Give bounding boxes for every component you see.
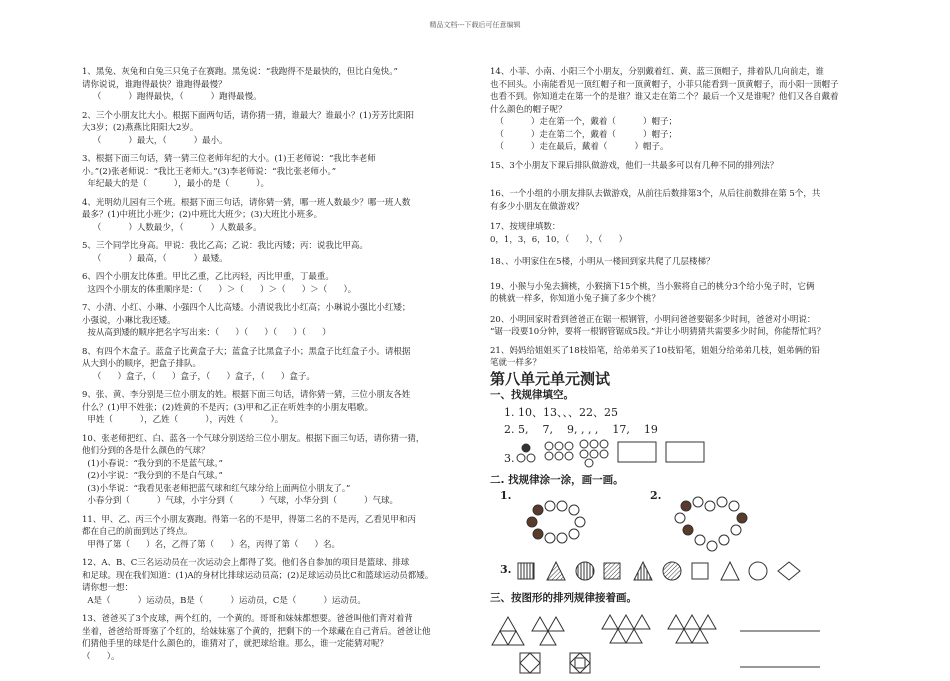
text-line: 最多？(1)中班比小班少；(2)中班比大班少；(3)大班比小班多。 [82,210,323,220]
pattern-line-2: 2. 5, 7, 9, , , , 17, 19 [504,422,658,436]
text-line: 大3岁；(2)燕燕比阳阳大2岁。 [82,123,199,133]
text-line: 8、有四个木盒子。蓝盒子比黄盒子大；蓝盒子比黑盒子小；黑盒子比红盒子小。请根据 [82,346,411,357]
text-line: 甲姓（ ），乙姓（ ），丙姓（ ）。 [82,415,284,425]
question-20 [490,314,885,339]
circle-pattern-figure [516,438,816,470]
section-2-heading: 二. 找规律涂一涂，画一画。 [490,473,624,486]
bead-ring-2 [675,497,747,551]
question-19 [490,281,885,306]
triangle-group-3 [602,615,650,643]
text-line: 请你想一想： [82,583,134,593]
text-line: (3)小华说：“我看见张老师把蓝气球和红气球分给上面两位小朋友了。” [82,483,351,494]
triangle-group-4 [668,615,716,643]
nested-square-group [520,653,590,673]
text-line: 3、根据下面三句话，猜一猜三位老师年纪的大小。(1)王老师说：“我比李老师 [82,154,376,164]
section-3-heading: 三、按图形的排列规律接着画。 [490,592,637,604]
text-line: 10、张老师把红、白、蓝各一个气球分别送给三位小朋友。根据下面三句话，请你猜一猜， [82,433,425,444]
triangle-group-2 [532,617,564,645]
text-line: 6、四个小朋友比体重。甲比乙重，乙比丙轻，丙比甲重，丁最重。 [82,272,334,282]
text-line: （ ）最高，（ ）最矮。 [82,253,228,264]
figure-label-2: 2. [650,489,662,502]
text-line: 1、黑兔、灰兔和白兔三只兔子在赛跑。黑兔说：“我跑得不是最快的，但比白兔快。” [82,67,398,77]
question-11 [82,514,467,552]
text-line: 的桃就一样多，你知道小兔子摘了多少个桃？ [490,294,661,304]
text-line: 0，1，3，6，10，（ ），（ ） [490,234,628,245]
text-line: （ ）人数最少，（ ）人数最多。 [82,222,262,233]
text-line: 小。”(2)张老师说：“我比王老师大。”(3)李老师说：“我比张老师小。” [82,166,337,177]
text-line: 5、三个同学比身高。甲说：我比乙高；乙说：我比丙矮；丙：说我比甲高。 [82,241,368,251]
circle-group-1 [517,444,535,462]
text-line: 小强说，小琳比我还矮。 [82,315,176,326]
text-line: 什么？(1)甲不姓张；(2)姓黄的不是丙；(3)甲和乙正在听姓李的小朋友唱歌。 [82,402,374,413]
text-line: A是（ ）运动员，B是（ ）运动员，C是（ ）运动员。 [82,595,366,606]
left-column [82,66,467,669]
text-line: “锯一段要10分钟，要将一根钢管锯成5段。”并让小明猜猜共需要多少时间，你能帮忙吗？ [490,327,826,337]
question-2 [82,110,467,148]
figure-label-1: 1. [500,489,512,502]
text-line: 20、小明回家时看到爸爸正在锯一根钢管，小明问爸爸要锯多少时间，爸爸对小明说： [490,314,816,325]
question-18 [490,256,885,269]
question-8 [82,346,467,384]
text-line: （ ）盒子，（ ）盒子，（ ）盒子，（ ）盒子。 [82,371,315,382]
text-line: 坐着，爸爸给哥哥塞了个红的，给妹妹塞了个黄的，把剩下的一个球藏在自己背后。爸爸让他 [82,626,431,637]
text-line: 小春分到（ ）气球，小宇分到（ ）气球，小华分到（ ）气球。 [82,496,398,506]
text-line: 这四个小朋友的体重顺序是：（ ）＞（ ）＞（ ）＞（ ）。 [82,284,357,295]
triangle-pattern-figure [490,607,850,677]
text-line: 从大到小的顺序，把盒子排队。 [82,359,202,369]
text-line: 17、按规律填数： [490,222,561,232]
right-column [490,66,885,681]
text-line: 18、、小明家住在5楼，小明从一楼回到家共爬了几层楼梯？ [490,257,715,267]
shape-row-figure [490,558,885,588]
text-line: （ ）走在第一个，戴着（ ）帽子； [490,117,677,127]
page-header: 精品文档---下载后可任意编辑 [429,21,521,29]
text-line: 按从高到矮的顺序把名字写出来：（ ）（ ）（ ）（ ） [82,328,331,338]
pattern-line-1: 1. 10、13、、、22、25 [504,405,618,419]
bead-ring-figure [508,488,788,558]
text-line: 4、光明幼儿园有三个班。根据下面三句话，请你猜一猜，哪一班人数最少？哪一班人数 [82,197,411,208]
figure-label-3: 3. [500,563,512,576]
text-line: 11、甲、乙、丙三个小朋友赛跑。得第一名的不是甲，得第二名的不是丙，乙看见甲和丙 [82,514,416,525]
question-9 [82,389,467,427]
text-line: （ ）最大，（ ）最小。 [82,135,228,146]
question-15 [490,160,885,173]
bead-ring-1 [527,501,585,543]
question-6 [82,271,467,296]
item-3-label: 3. [504,451,515,465]
text-line: 12、A、B、C三名运动员在一次运动会上都得了奖。他们各自参加的项目是篮球、排球 [82,558,410,568]
text-line: （ ）。 [82,651,120,662]
circle-group-2 [545,442,573,460]
section-1-heading: 一、找规律填空。 [490,389,574,401]
question-17 [490,221,885,246]
question-14 [490,66,885,154]
pattern-line-3 [490,438,885,470]
text-line: 和足球。现在我们知道：(1)A的身材比排球运动员高；(2)足球运动员比C和篮球运动员都矮。 [82,570,434,581]
text-line: 13、爸爸买了3个皮球，两个红的，一个黄的。哥哥和妹妹都想要。爸爸叫他们背对着背 [82,614,413,624]
text-line: 们猜他手里的球是什么颜色的，谁猜对了，就把球给谁。那么，谁一定能猜对呢？ [82,639,389,649]
text-line: 也看不到。你知道走在第一个的是谁？谁又走在第二个？最后一个又是谁呢？他们又各自戴着 [490,92,839,102]
text-line: 笔就一样多？ [490,358,542,368]
text-line: 21、妈妈给姐姐买了18枝铅笔，给弟弟买了10枝铅笔，姐姐分给弟弟几枝，姐弟俩的铅 [490,345,820,356]
question-4 [82,197,467,235]
shape-sequence [514,558,824,588]
triangle-group-1 [492,617,524,645]
text-line: 都在自己的前面到达了终点。 [82,527,193,537]
text-line: (2)小宇说：“我分到的不是白气球。” [82,471,223,481]
text-line: 他们分到的各是什么颜色的气球？ [82,446,210,456]
question-10 [82,433,467,508]
unit-title: 第八单元单元测试 [490,369,611,388]
text-line: 16、一个小组的小朋友排队去做游戏，从前往后数排第3个，从后往前数排在第 5个，共 [490,189,821,199]
text-line: 什么颜色的帽子呢？ [490,104,567,115]
text-line: 有多少小朋友在做游戏？ [490,201,584,212]
question-5 [82,240,467,265]
text-line: 年纪最大的是（ ），最小的是（ ）。 [82,179,269,189]
text-line: 也不回头。小南能看见一顶红帽子和一顶黄帽子，小菲只能看到一顶黄帽子，而小阳一顶帽子 [490,79,839,90]
text-line: 2、三个小朋友比大小。根据下面两句话，请你猜一猜，谁最大？谁最小？(1)芳芳比阳阳 [82,110,414,121]
text-line: 请你说说，谁跑得最快？谁跑得最慢？ [82,79,227,90]
question-21 [490,345,885,370]
circle-group-3 [580,440,608,467]
text-line: 19、小猴与小兔去摘桃，小猴摘下15个桃，当小猴将自己的桃分3个给小兔子时，它俩 [490,281,815,292]
text-line: 14、小菲、小南、小阳三个小朋友，分别戴着红、黄、蓝三顶帽子，排着队几向前走，谁 [490,67,824,77]
text-line: 甲得了第（ ）名，乙得了第（ ）名，丙得了第（ ）名。 [82,539,341,550]
question-1 [82,66,467,104]
question-7 [82,302,467,340]
text-line: （ ）跑得最快，（ ）跑得最慢。 [82,92,262,102]
question-16 [490,188,885,213]
question-12 [82,557,467,607]
question-13 [82,613,467,663]
text-line: 15、3个小朋友下课后排队做游戏，他们一共最多可以有几种不同的排列法？ [490,160,779,171]
section-2-figure [490,488,885,558]
text-line: （ ）走在最后，戴着（ ）帽子。 [490,142,669,152]
text-line: 7、小清、小红、小琳、小强四个人比高矮。小清说我比小红高；小琳说小强比小红矮； [82,303,411,313]
text-line: （ ）走在第二个，戴着（ ）帽子； [490,129,677,140]
text-line: (1)小春说：“我分到的不是蓝气球。” [82,458,223,469]
question-3 [82,153,467,191]
text-line: 9、张、黄、李分别是三位小朋友的姓。根据下面三句话，请你猜一猜，三位小朋友各姓 [82,390,411,400]
